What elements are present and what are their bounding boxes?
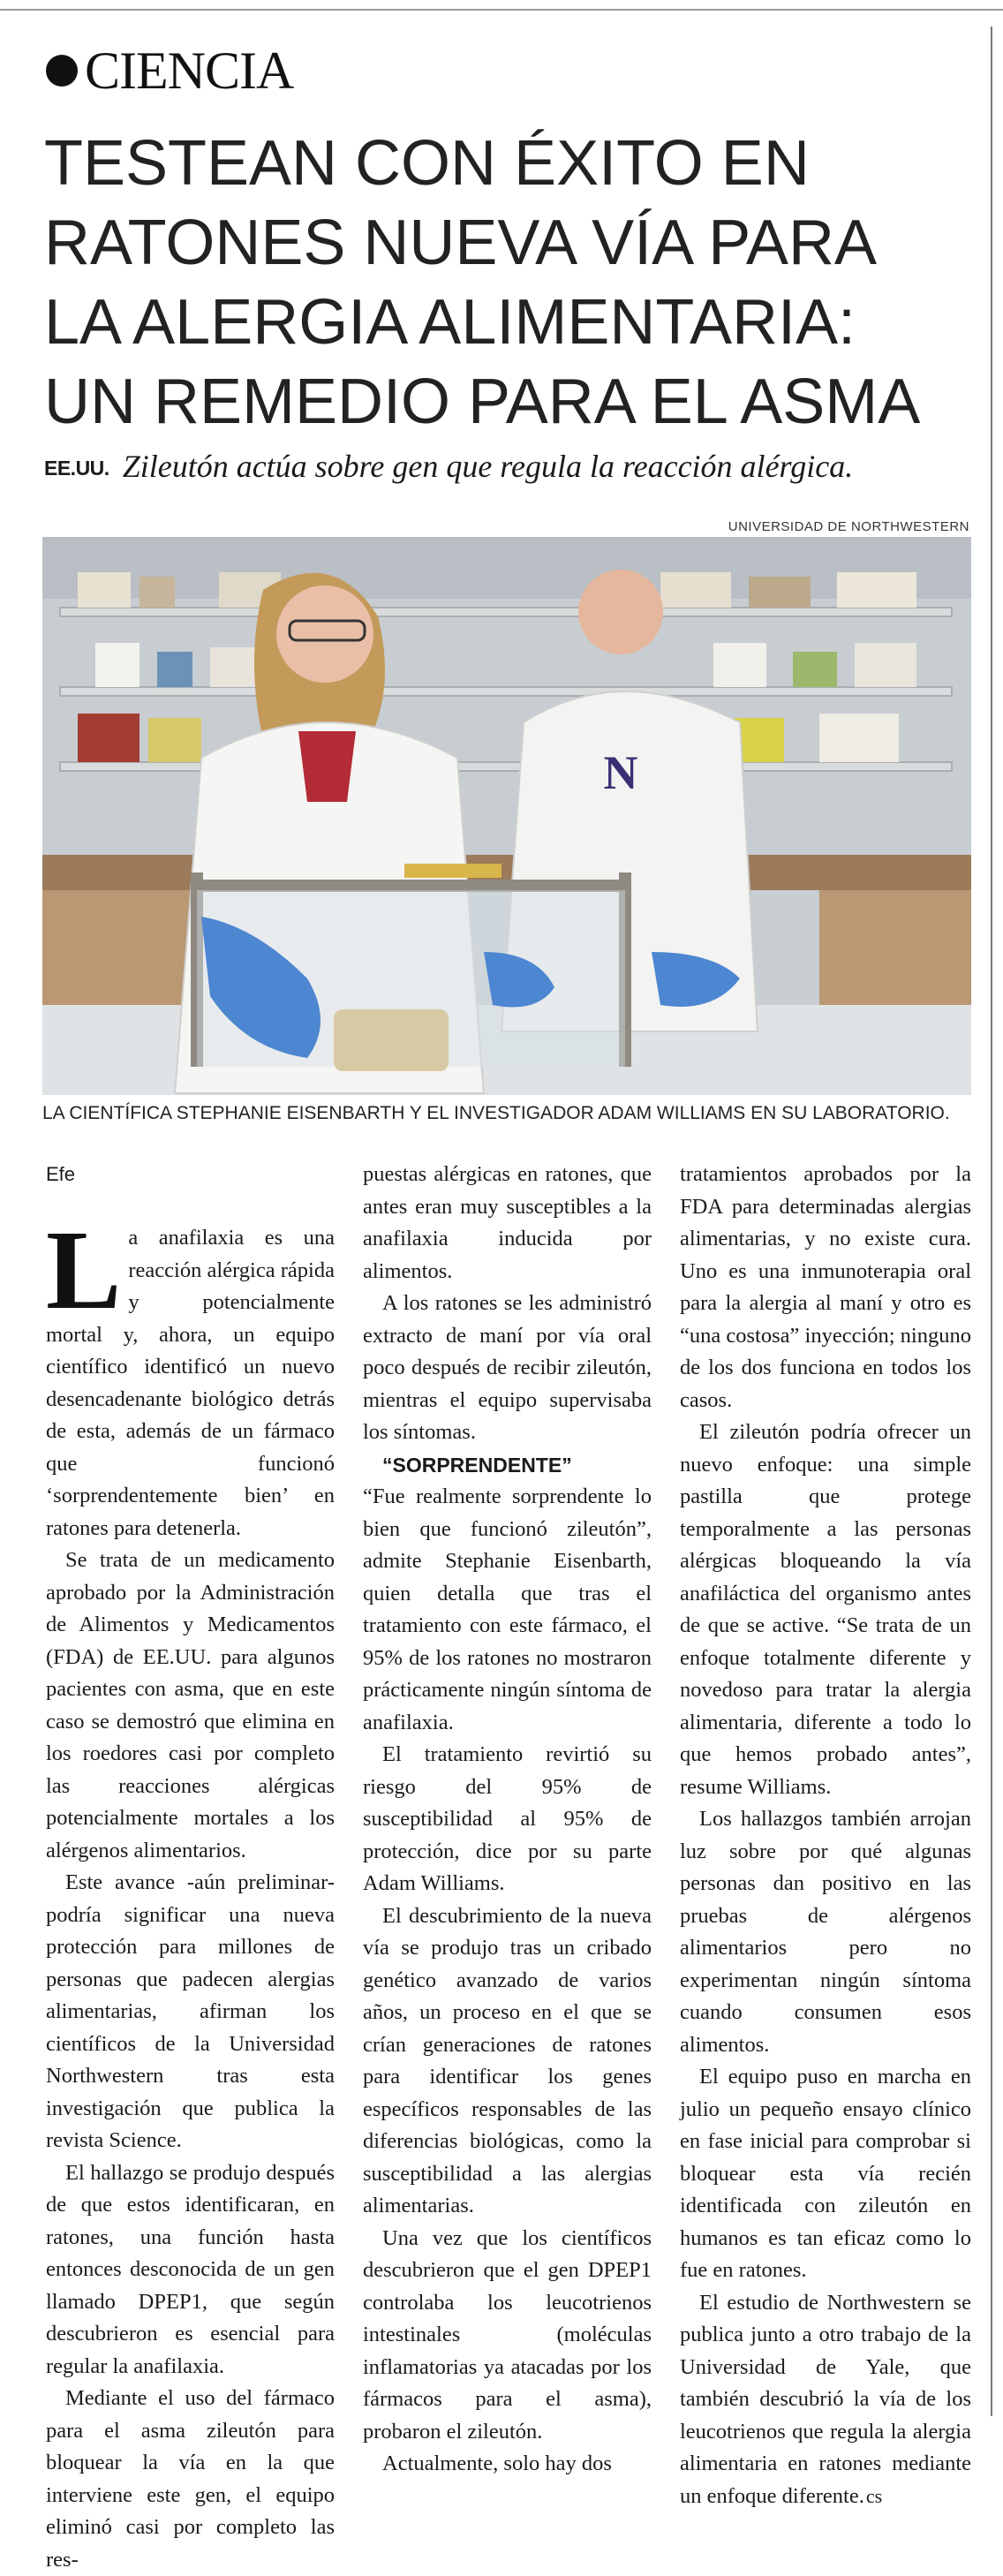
paragraph: Este avance -aún preliminar- podría significar una nueva protección para millones de personas que padecen alergias alimentarias, afirman los científicos de la Universidad Northwestern tras esta investigación que publica la revista Science. — [46, 1870, 335, 2152]
paragraph: A los ratones se les administró extracto de maní por vía oral poco después de recibir zileutón, mientras el equipo supervisaba los síntomas. — [363, 1291, 652, 1444]
lab-photo-illustration — [42, 537, 971, 1095]
paragraph: Actualmente, solo hay dos — [382, 2451, 612, 2475]
paragraph: tratamientos aprobados por la FDA para determinadas alergias alimentarias, y no existe cura. Uno es una inmunoterapia oral para la alergia al maní y otro es “una costosa” inyección; ninguno de los dos funciona en todos los casos. — [680, 1162, 971, 1412]
headline-line-4: UN REMEDIO PARA EL ASMA — [44, 366, 921, 437]
paragraph-final — [680, 2287, 971, 2513]
paragraph: puestas alérgicas en ratones, que antes eran muy susceptibles a la anafilaxia inducida por alimentos. — [363, 1162, 652, 1283]
subhead-kicker: EE.UU. — [44, 457, 109, 480]
paragraph: El tratamiento revirtió su riesgo del 95% de susceptibilidad al 95% de protección, dice por su parte Adam Williams. — [363, 1742, 652, 1895]
paragraph: El zileutón podría ofrecer un nuevo enfoque: una simple pastilla que protege temporalmente a las personas alérgicas bloqueando la vía anafiláctica del organismo antes de que se active. “Se trata de un enfoque totalmente diferente y novedoso para tratar la alergia alimentaria, diferente a todo lo que hemos probado antes”, resume Williams. — [680, 1420, 971, 1799]
coat-logo: N — [603, 746, 638, 799]
paragraph: Mediante el uso del fármaco para el asma zileutón para bloquear la vía en la que interviene este gen, el equipo eliminó casi por completo las res- — [46, 2386, 335, 2572]
paragraph: Los hallazgos también arrojan luz sobre por qué algunas personas dan positivo en las pruebas de alérgenos alimentarios pero no experimentan ningún síntoma cuando consumen esos alimentos. — [680, 1807, 971, 2057]
subsection-heading: “SORPRENDENTE” — [382, 1453, 572, 1477]
byline: Efe — [46, 1163, 76, 1185]
paragraph-lede-text: a anafilaxia es una reacción alérgica rápida y potencialmente mortal y, ahora, un equipo científico identificó un nuevo desencadenante biológico detrás de esta, además de un fármaco que funcionó ‘sorprendentemente bien’ en ratones para detenerla. — [46, 1226, 335, 1540]
paragraph: El equipo puso en marcha en julio un pequeño ensayo clínico en fase inicial para comprobar si bloquear esta vía recién identificada con zileutón en humanos es tan eficaz como lo fue en ratones. — [680, 2065, 971, 2282]
section-label — [46, 35, 293, 106]
headline-line-2: RATONES NUEVA VÍA PARA — [44, 208, 877, 278]
column-rule — [991, 26, 992, 2416]
drop-cap: L — [46, 1207, 122, 1333]
section-text: CIENCIA — [85, 41, 294, 100]
paragraph: “Fue realmente sorprendente lo bien que funcionó zileutón”, admite Stephanie Eisenbarth, quien detalla que tras el tratamiento con este fármaco, el 95% de los ratones no mostraron prácticamente ningún síntoma de anafilaxia. — [363, 1484, 652, 1734]
paragraph: El hallazgo se produjo después de que estos identificaran, en ratones, una función hasta entonces desconocida de un gen llamado DPEP1, que según descubrieron es esencial para regular la anafilaxia. — [46, 2160, 335, 2378]
photo-caption: LA CIENTÍFICA STEPHANIE EISENBARTH Y EL INVESTIGADOR ADAM WILLIAMS EN SU LABORATORIO. — [42, 1103, 950, 1123]
paragraph: Una vez que los científicos descubrieron que el gen DPEP1 controlaba los leucotrienos intestinales (moléculas inflamatorias ya atacadas por los fármacos para el asma), probaron el zileutón. — [363, 2225, 652, 2444]
photo-credit: UNIVERSIDAD DE NORTHWESTERN — [728, 519, 969, 534]
column-3 — [680, 1159, 971, 2512]
paragraph-lede — [46, 1207, 335, 1545]
bullet-icon — [46, 55, 78, 87]
end-mark: cs — [865, 2484, 883, 2507]
top-rule — [0, 9, 1003, 11]
column-2 — [363, 1159, 652, 2481]
headline-line-1: TESTEAN CON ÉXITO EN — [44, 128, 810, 199]
headline — [44, 124, 980, 442]
headline-line-3: LA ALERGIA ALIMENTARIA: — [44, 287, 856, 358]
subhead — [44, 440, 980, 495]
paragraph: Se trata de un medicamento aprobado por la Administración de Alimentos y Medicamentos (FDA) de EE.UU. para algunos pacientes con asma, que en este caso se demostró que elimina en los roedores casi por completo las reacciones alérgicas potencialmente mortales a los alérgenos alimentarios. — [46, 1548, 335, 1862]
lab-photo — [42, 537, 971, 1095]
paragraph: El descubrimiento de la nueva vía se produjo tras un cribado genético avanzado de varios años, un proceso en el que se crían generaciones de ratones para identificar los genes específicos responsables de las diferencias biológicas, como la susceptibilidad a las alergias alimentarias. — [363, 1903, 652, 2217]
paragraph-final-text: El estudio de Northwestern se publica junto a otro trabajo de la Universidad de Yale, que también descubrió la vía de los leucotrienos que regula la alergia alimentaria en ratones mediante un enfoque diferente. — [680, 2290, 971, 2508]
subhead-deck: Zileutón actúa sobre gen que regula la reacción alérgica. — [122, 449, 854, 484]
column-1 — [46, 1159, 335, 2576]
